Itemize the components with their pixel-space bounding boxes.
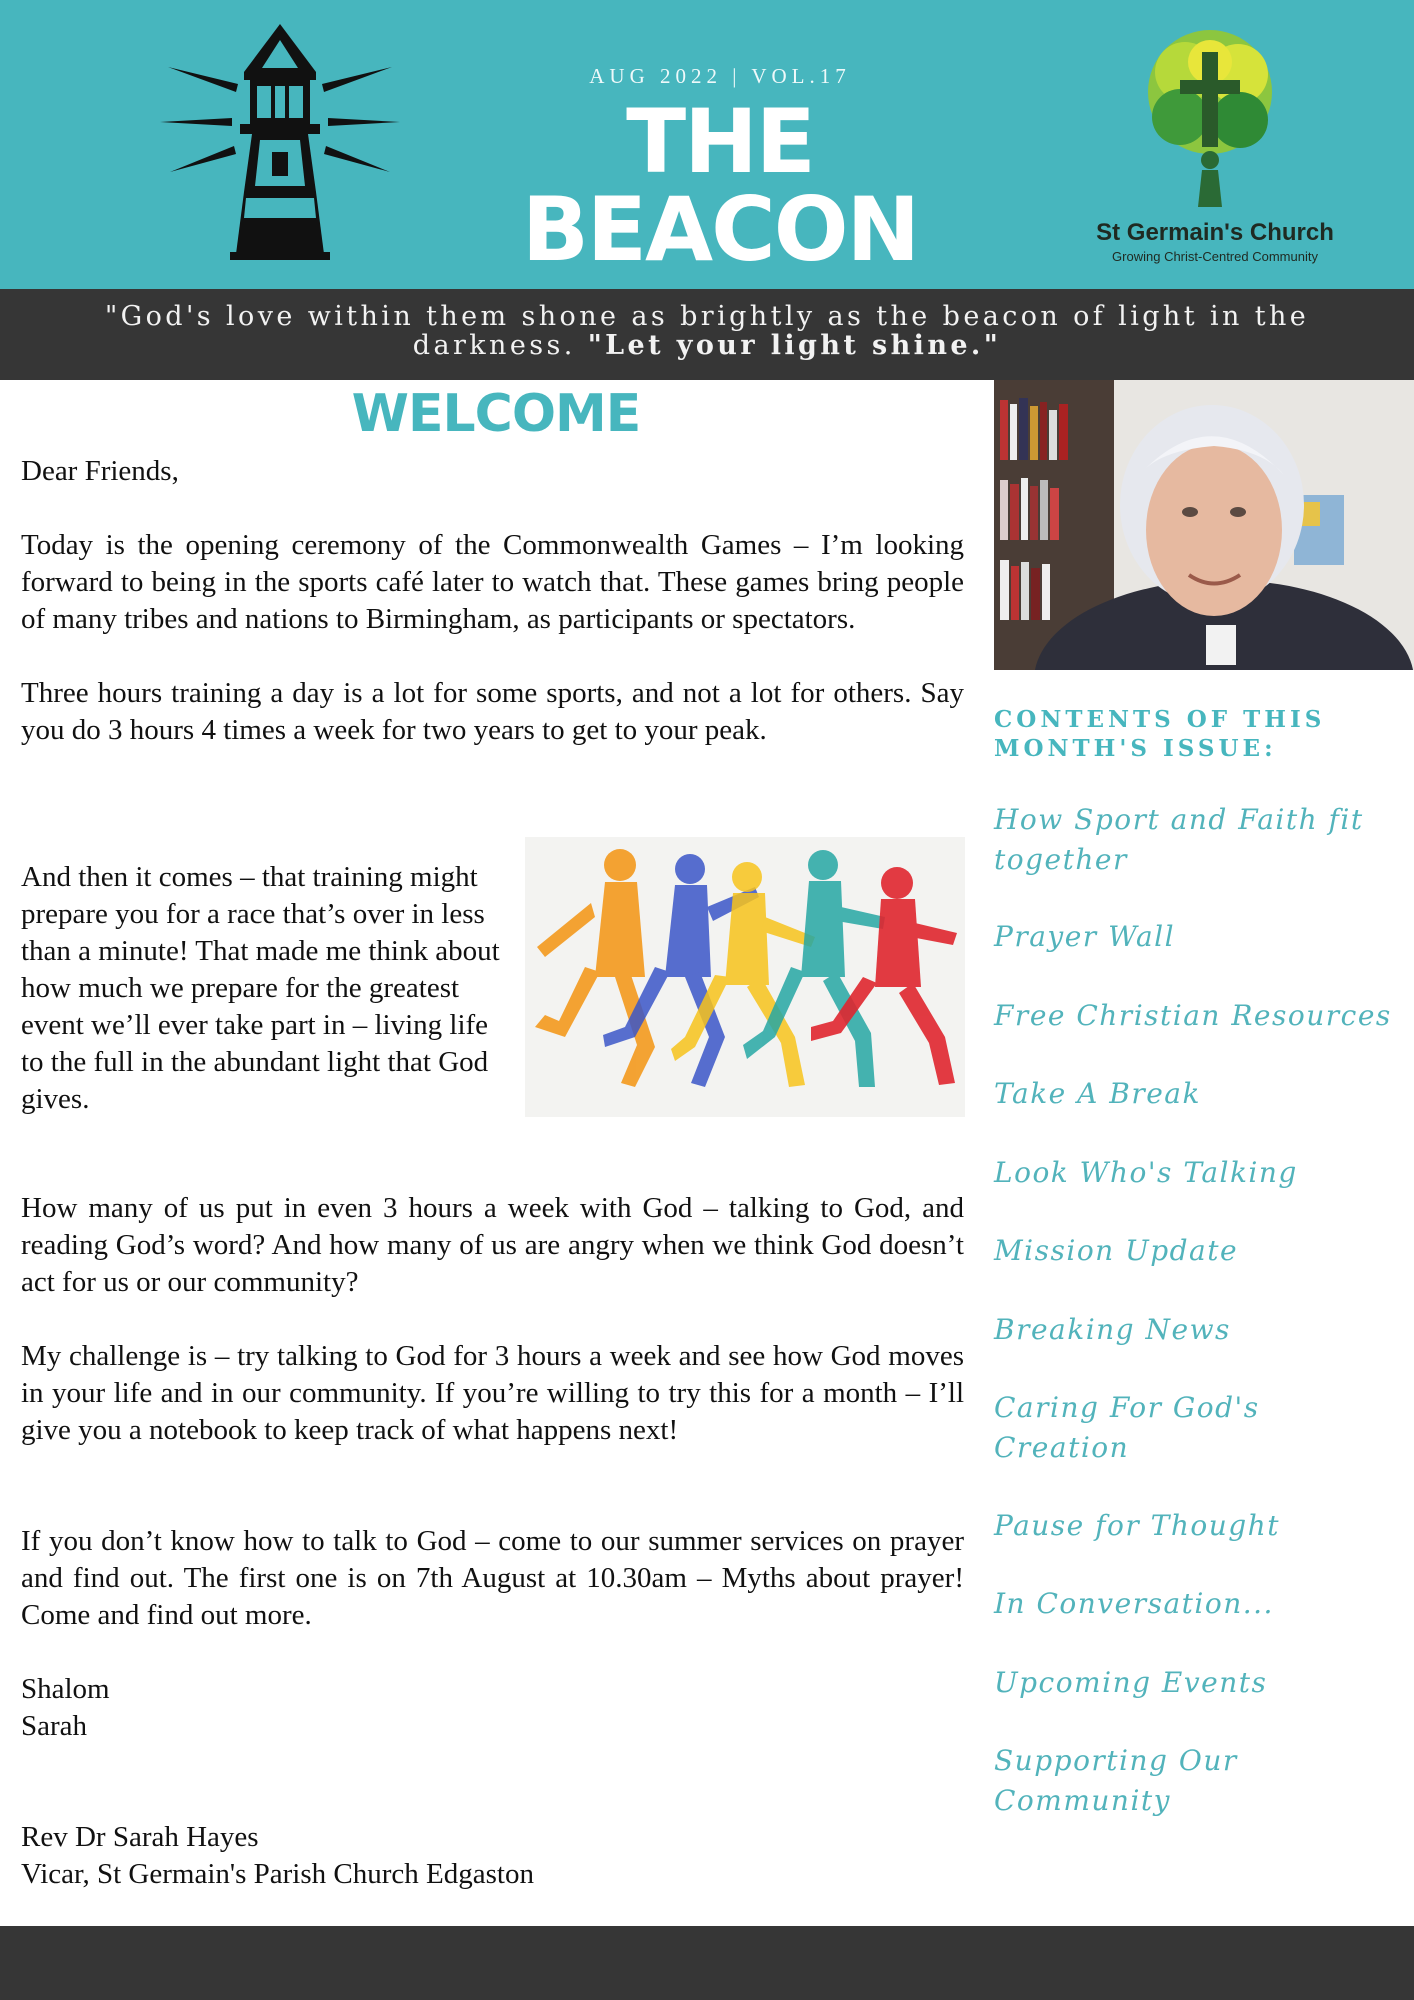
contents-item-in-conversation[interactable]: In Conversation...	[994, 1587, 1274, 1620]
letter-greeting: Dear Friends,	[21, 455, 179, 487]
issue-date-volume: AUG 2022 | VOL.17	[589, 64, 851, 88]
contents-title: CONTENTS OF THIS MONTH'S ISSUE:	[994, 706, 1326, 762]
author-role: Vicar, St Germain's Parish Church Edgaston	[21, 1858, 534, 1890]
footer-band	[0, 1926, 1414, 2000]
contents-item-upcoming-events[interactable]: Upcoming Events	[994, 1666, 1268, 1699]
contents-item-sport-faith[interactable]: How Sport and Faith fit together	[994, 803, 1364, 876]
contents-item-prayer-wall[interactable]: Prayer Wall	[994, 920, 1176, 953]
contents-item-mission-update[interactable]: Mission Update	[994, 1234, 1239, 1267]
runners-illustration	[525, 837, 965, 1117]
newsletter-header	[0, 0, 1414, 289]
contents-item-supporting-community[interactable]: Supporting Our Community	[994, 1744, 1238, 1817]
letter-paragraph: If you don’t know how to talk to God – come to our summer services on prayer and find out. The first one is on 7th August at 10.30am – Myths about prayer! Come and find out more.	[21, 1525, 964, 1631]
contents-item-look-whos-talking[interactable]: Look Who's Talking	[994, 1156, 1298, 1189]
church-tree-cross-logo-icon	[1140, 22, 1280, 212]
welcome-heading: WELCOME	[351, 384, 641, 444]
letter-paragraph: My challenge is – try talking to God for 3 hours a week and see how God moves in your life and in our community. If you’re willing to try this for a month – I’ll give you a notebook to keep track of what happens next!	[21, 1340, 964, 1446]
letter-paragraph: And then it comes – that training might prepare you for a race that’s over in less than a minute! That made me think about how much we prepare for the greatest event we’ll ever take part in – living life to the full in the abundant light that God gives.	[21, 861, 500, 1115]
contents-item-breaking-news[interactable]: Breaking News	[994, 1313, 1231, 1346]
quote-text: "God's love within them shone as brightly as the beacon of light in the darkness.	[104, 301, 1310, 361]
contents-item-free-resources[interactable]: Free Christian Resources	[994, 999, 1392, 1032]
letter-paragraph: How many of us put in even 3 hours a week with God – talking to God, and reading God’s word? And how many of us are angry when we think God doesn’t act for us or our community?	[21, 1192, 964, 1298]
contents-item-take-a-break[interactable]: Take A Break	[994, 1077, 1201, 1110]
contents-item-caring-creation[interactable]: Caring For God's Creation	[994, 1391, 1260, 1464]
letter-paragraph: Three hours training a day is a lot for some sports, and not a lot for others. Say you do 3 hours 4 times a week for two years to get to your peak.	[21, 677, 964, 746]
author-full-name: Rev Dr Sarah Hayes	[21, 1821, 259, 1853]
letter-name: Sarah	[21, 1710, 88, 1742]
quote-emphasis: "Let your light shine."	[587, 330, 1002, 361]
contents-item-pause-for-thought[interactable]: Pause for Thought	[994, 1509, 1280, 1542]
newsletter-title: THE BEACON	[521, 90, 919, 281]
church-name: St Germain's Church	[1096, 219, 1334, 246]
letter-signoff: Shalom	[21, 1673, 110, 1705]
lighthouse-icon	[160, 22, 400, 262]
church-tagline: Growing Christ-Centred Community	[1112, 249, 1318, 264]
letter-paragraph: Today is the opening ceremony of the Commonwealth Games – I’m looking forward to being in the sports café later to watch that. These games bring people of many tribes and nations to Birmingham, as participants or spectators.	[21, 529, 964, 635]
vicar-portrait-photo	[994, 380, 1414, 670]
beacon-quote	[60, 302, 1354, 360]
